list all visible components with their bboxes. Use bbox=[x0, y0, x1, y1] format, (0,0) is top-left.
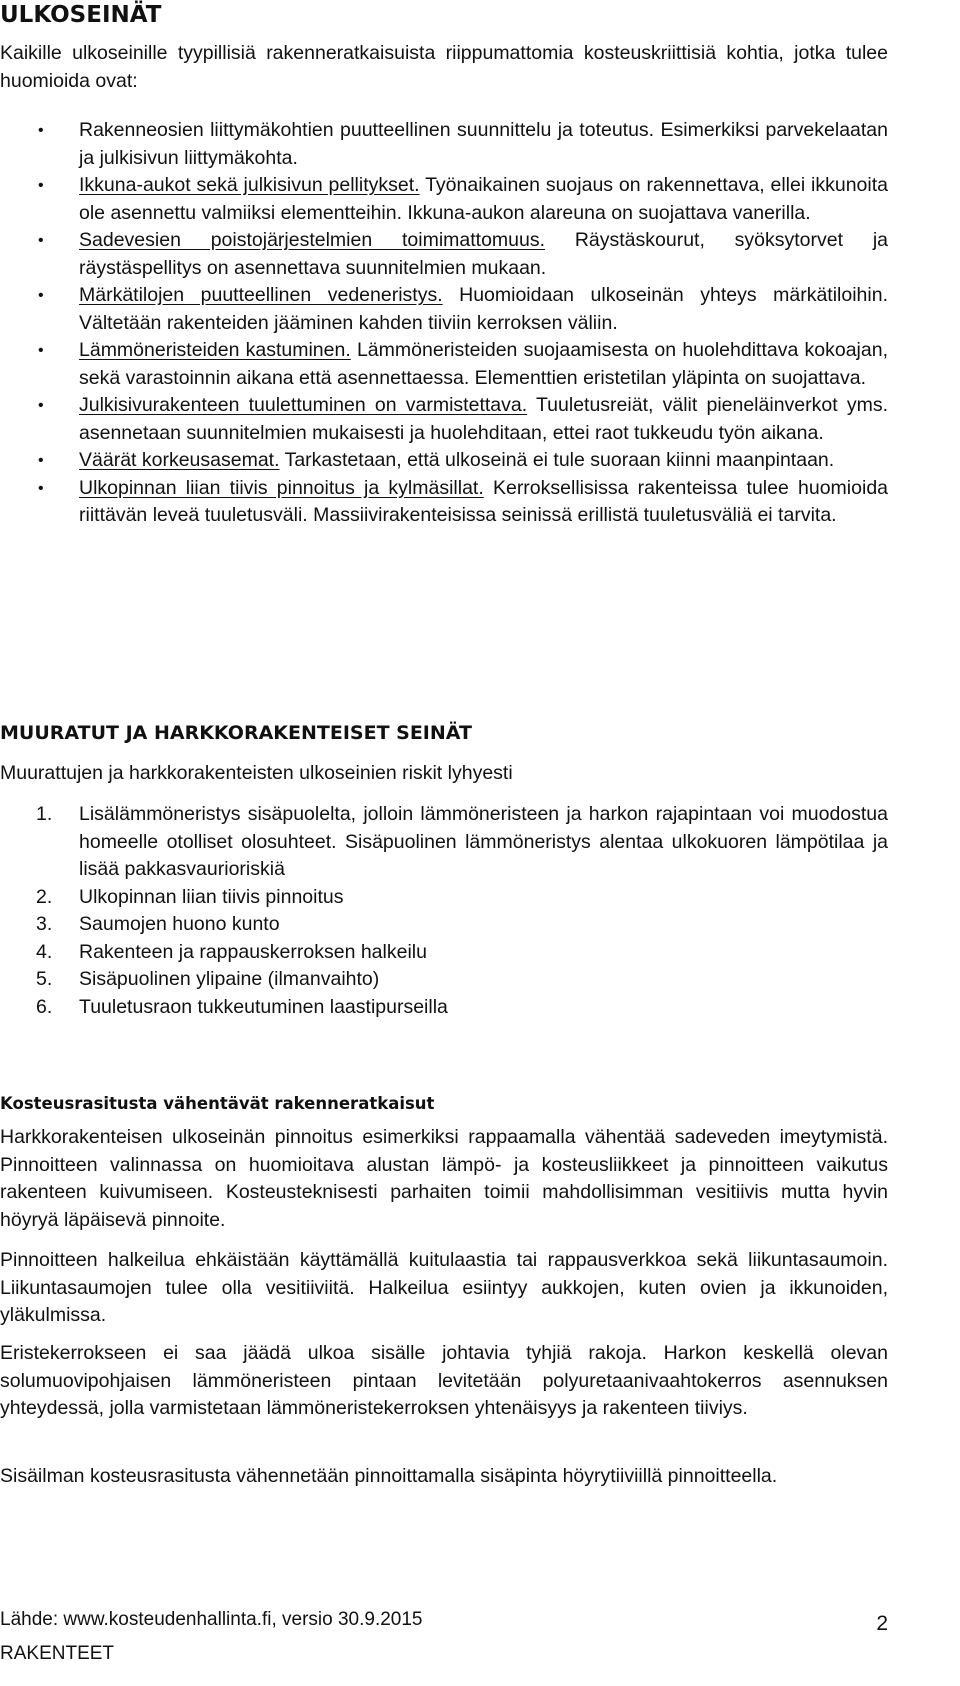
risk-description: Tarkastetaan, että ulkoseinä ei tule suoraan kiinni maanpintaan. bbox=[279, 449, 835, 471]
risk-description: Rakenneosien liittymäkohtien puutteellinen suunnittelu ja toteutus. Esimerkiksi parvekelaatan ja julkisivun liittymäkohta. bbox=[79, 119, 888, 169]
list-item-text: Lisälämmöneristys sisäpuolelta, jolloin lämmöneristeen ja harkon rajapintaan voi muodostua homeelle otolliset olosuhteet. Sisäpuolinen lämmöneristys alentaa ulkokuoren lämpötilaa ja lisää pakkasvaurioriskiä bbox=[79, 803, 888, 880]
risk-numbered-list bbox=[0, 801, 888, 1021]
intro-paragraph: Kaikille ulkoseinille tyypillisiä rakenneratkaisuista riippumattomia kosteuskriittisiä kohtia, jotka tulee huomioida ovat: bbox=[0, 42, 888, 92]
page-footer bbox=[0, 1606, 888, 1634]
list-item-text: Tuuletusraon tukkeutuminen laastipurseilla bbox=[79, 995, 448, 1018]
bullet-icon: • bbox=[38, 479, 44, 497]
underlined-risk-title: Sadevesien poistojärjestelmien toimimattomuus. bbox=[79, 229, 546, 251]
risk-description: Räystäskourut, syöksytorvet ja räystäspellitys on asennettava suunnitelmien mukaan. bbox=[79, 229, 888, 279]
risk-description: Työnaikainen suojaus on rakennettava, ellei ikkunoita ole asennettu valmiiksi elementteihin. Ikkuna-aukon alareuna on suojattava vanerilla. bbox=[79, 174, 888, 224]
risk-description: Tuuletusreiät, välit pieneläinverkot yms. asennetaan suunnitelmien mukaisesti ja huolehditaan, ettei raot tukkeudu työn aikana. bbox=[79, 394, 888, 444]
footer-section-label: RAKENTEET bbox=[0, 1643, 115, 1664]
bullet-icon: • bbox=[38, 342, 44, 359]
paragraph: Harkkorakenteisen ulkoseinän pinnoitus esimerkiksi rappaamalla vähentää sadeveden imeytymistä. Pinnoitteen valinnassa on huomioitava alustan lämpö- ja kosteusliikkeet ja pinnoitteen vaikutus rakenteen kuivumiseen. Kosteusteknisesti parhaiten toimii mahdollisimman vesitiivis mutta hyvin höyryä läpäisevä pinnoite. bbox=[0, 1126, 888, 1231]
underlined-risk-title: Lämmöneristeiden kastuminen. bbox=[79, 339, 351, 361]
list-item bbox=[0, 282, 888, 337]
list-item bbox=[0, 801, 888, 884]
list-number: 4. bbox=[36, 940, 53, 963]
bullet-icon: • bbox=[38, 397, 44, 414]
list-number: 6. bbox=[36, 995, 53, 1018]
underlined-risk-title: Ulkopinnan liian tiivis pinnoitus ja kylmäsillat. bbox=[79, 476, 484, 499]
underlined-risk-title: Väärät korkeusasemat. bbox=[79, 449, 280, 471]
risk-description: Lämmöneristeiden suojaamisesta on huolehdittava kokoajan, sekä varastoinnin aikana että asennettaessa. Elementtien eristetilan yläpinta on suojattava. bbox=[79, 339, 888, 389]
list-item-text: Sisäpuolinen ylipaine (ilmanvaihto) bbox=[79, 968, 380, 990]
list-item bbox=[0, 172, 888, 227]
footer-source: Lähde: www.kosteudenhallinta.fi, versio 30.9.2015 bbox=[0, 1609, 423, 1630]
list-item bbox=[0, 337, 888, 392]
subsection-heading: Kosteusrasitusta vähentävät rakenneratkaisut bbox=[0, 1094, 435, 1113]
list-item-text: Saumojen huono kunto bbox=[79, 913, 280, 935]
underlined-risk-title: Ikkuna-aukot sekä julkisivun pellitykset. bbox=[79, 174, 420, 196]
section-subtitle: Muurattujen ja harkkorakenteisten ulkoseinien riskit lyhyesti bbox=[0, 762, 513, 784]
paragraph: Pinnoitteen halkeilua ehkäistään käyttämällä kuitulaastia tai rappausverkkoa sekä liikuntasaumoin. Liikuntasaumojen tulee olla vesitiiviitä. Halkeilua esiintyy aukkojen, kuten ovien ja ikkunoiden, yläkulmissa. bbox=[0, 1249, 888, 1326]
list-number: 1. bbox=[36, 803, 53, 825]
list-item bbox=[0, 447, 888, 475]
list-item bbox=[0, 939, 888, 967]
list-item bbox=[0, 884, 888, 912]
list-item bbox=[0, 966, 888, 994]
list-item bbox=[0, 475, 888, 530]
list-item bbox=[0, 117, 888, 172]
risk-description: Huomioidaan ulkoseinän yhteys märkätiloihin. Vältetään rakenteiden jääminen kahden tiiviin kerroksen väliin. bbox=[79, 284, 888, 334]
list-item bbox=[0, 911, 888, 939]
list-item bbox=[0, 392, 888, 447]
page-heading: ULKOSEINÄT bbox=[0, 2, 162, 28]
paragraph: Eristekerrokseen ei saa jäädä ulkoa sisälle johtavia tyhjiä rakoja. Harkon keskellä olevan solumuovipohjaisen lämmöneristeen pintaan levitetään polyuretaanivaahtokerros asennuksen yhteydessä, jolla varmistetaan lämmöneristekerroksen yhtenäisyys ja rakenteen tiiviys. bbox=[0, 1342, 888, 1419]
list-number: 3. bbox=[36, 913, 53, 935]
bullet-icon: • bbox=[38, 287, 44, 304]
underlined-risk-title: Märkätilojen puutteellinen vedeneristys. bbox=[79, 284, 443, 306]
list-item bbox=[0, 994, 888, 1022]
list-number: 2. bbox=[36, 885, 53, 908]
bullet-icon: • bbox=[38, 122, 44, 139]
risk-description: Kerroksellisissa rakenteissa tulee huomioida riittävän leveä tuuletusväli. Massiivirakenteisissa seinissä erillistä tuuletusväliä ei tarvita. bbox=[79, 476, 889, 526]
page-number: 2 bbox=[876, 1612, 888, 1635]
bullet-icon: • bbox=[38, 232, 44, 249]
paragraph: Sisäilman kosteusrasitusta vähennetään pinnoittamalla sisäpinta höyrytiiviillä pinnoitteella. bbox=[0, 1465, 778, 1487]
underlined-risk-title: Julkisivurakenteen tuulettuminen on varmistettava. bbox=[79, 394, 528, 416]
list-item-text: Ulkopinnan liian tiivis pinnoitus bbox=[79, 885, 344, 908]
list-item-text: Rakenteen ja rappauskerroksen halkeilu bbox=[79, 940, 427, 963]
bullet-icon: • bbox=[38, 177, 44, 194]
risk-bullet-list bbox=[0, 117, 888, 530]
list-item bbox=[0, 227, 888, 282]
list-number: 5. bbox=[36, 968, 53, 990]
bullet-icon: • bbox=[38, 452, 44, 469]
section-heading: MUURATUT JA HARKKORAKENTEISET SEINÄT bbox=[0, 722, 472, 744]
